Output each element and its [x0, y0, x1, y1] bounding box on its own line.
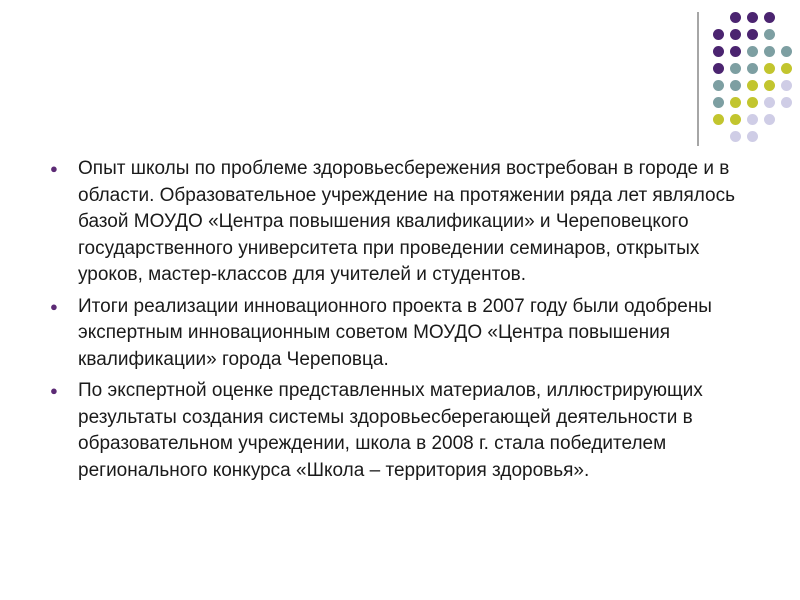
- decor-dot: [730, 12, 741, 23]
- decor-dot: [713, 97, 724, 108]
- decor-dot: [730, 80, 741, 91]
- decor-dot: [747, 12, 758, 23]
- decor-dot: [747, 131, 758, 142]
- bullet-text: По экспертной оценке представленных материалов, иллюстрирующих результаты создания системы здоровьесберегающей деятельности в образовательном учреждении, школа в 2008 г. стала победителем регионального конкурса «Школа – территория здоровья».: [78, 380, 703, 481]
- decor-dot: [730, 29, 741, 40]
- bullet-icon: ●: [50, 298, 58, 314]
- decor-dot: [747, 46, 758, 57]
- decor-dot: [747, 29, 758, 40]
- decor-dot: [781, 46, 792, 57]
- decor-dot: [747, 63, 758, 74]
- bullet-icon: ●: [50, 161, 58, 176]
- decor-dot: [730, 46, 741, 57]
- decor-dot: [781, 97, 792, 108]
- decor-dot: [764, 80, 775, 91]
- decor-dot: [781, 80, 792, 91]
- decor-dot: [730, 63, 741, 74]
- decor-dot: [764, 114, 775, 125]
- bullet-text: Итоги реализации инновационного проекта в 2007 году были одобрены экспертным инновационным советом МОУДО «Центра повышения квалификации» города Череповца.: [78, 295, 712, 370]
- decor-dot: [713, 29, 724, 40]
- decor-dot: [730, 114, 741, 125]
- decor-dot: [764, 46, 775, 57]
- bullet-item: [50, 156, 750, 289]
- decor-dot: [764, 63, 775, 74]
- divider-line: [697, 12, 699, 146]
- decor-dot: [713, 80, 724, 91]
- decor-dot: [781, 63, 792, 74]
- decor-dot: [764, 97, 775, 108]
- decor-dot: [730, 97, 741, 108]
- bullet-item: [50, 378, 750, 484]
- decor-dot: [747, 80, 758, 91]
- bullet-list: [50, 156, 750, 489]
- decor-dot: [713, 114, 724, 125]
- bullet-icon: ●: [50, 383, 58, 398]
- bullet-item: [50, 294, 750, 374]
- bullet-text: Опыт школы по проблеме здоровьесбережения востребован в городе и в области. Образовательное учреждение на протяжении ряда лет являлось базой МОУДО «Центра повышения квалификации» и Череповецкого государственного университета при проведении семинаров, открытых уроков, мастер-классов для учителей и студентов.: [78, 158, 736, 285]
- decor-dot: [764, 29, 775, 40]
- decor-dot: [764, 12, 775, 23]
- decor-dot: [713, 46, 724, 57]
- decor-dot: [747, 97, 758, 108]
- decor-dot: [747, 114, 758, 125]
- decor-dot: [730, 131, 741, 142]
- decor-dot: [713, 63, 724, 74]
